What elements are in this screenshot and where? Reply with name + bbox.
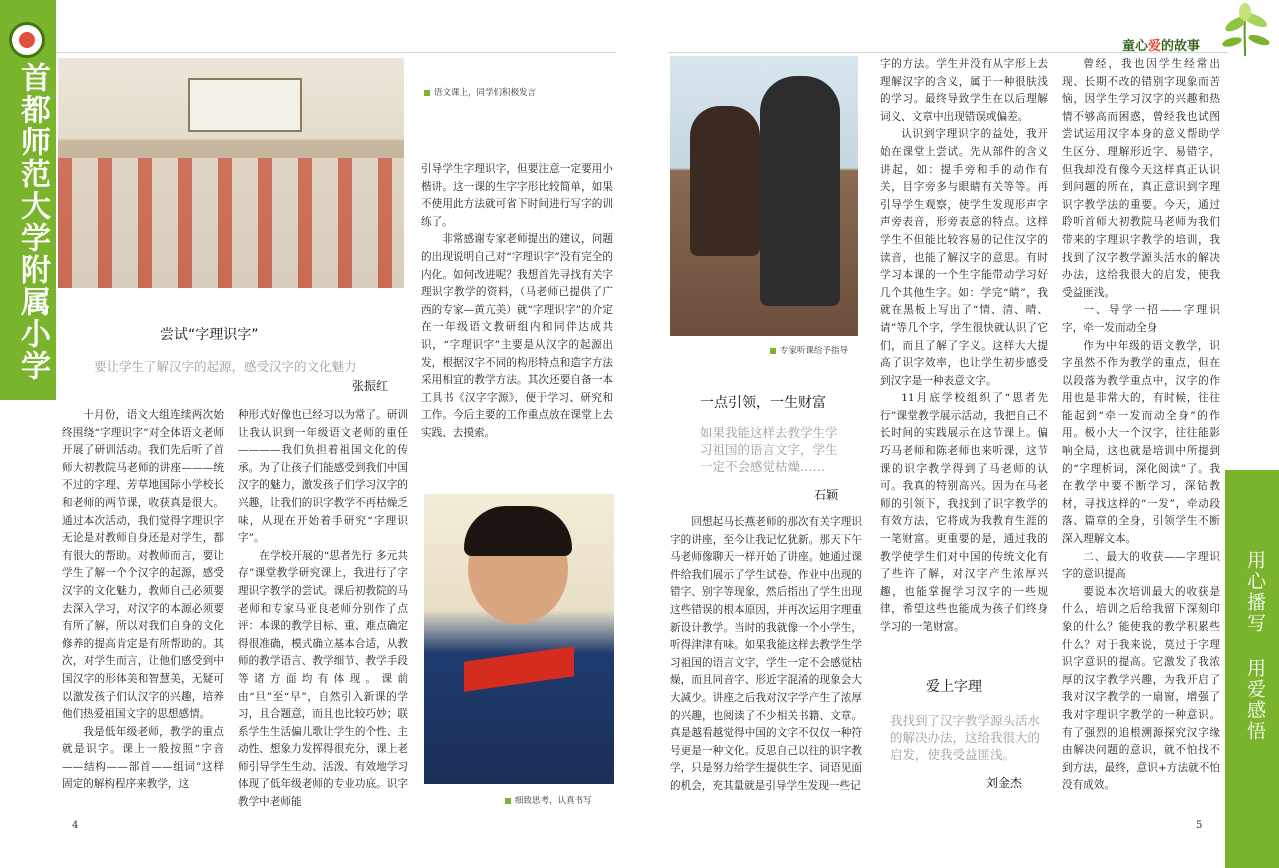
paragraph: 非常感谢专家老师提出的建议，问题的出现说明自己对“字理识字”没有完全的内化。如何改进呢？我想首先寻找有关字理识字教学的资料，（马老师已提供了广西的专家—黄亢美）就“字理识字”的介定在一年级语文教研组内和同伴达成共识，“字理识字”主要是从汉字的起源出发，根据汉字不同的构形特点和造字方法采用相宜的教学方法。其次还要自备一本工具书《汉字字源》，便于学习、研究和工作。今后主要的工作重点放在课堂上去实践、去摸索。 [421,233,613,439]
classroom-photo [58,58,404,288]
header-label-part-c: 的故事 [1161,39,1201,54]
teachers-caption-text: 专家听课给予指导 [780,346,849,356]
caption-square-icon [770,348,776,354]
left-header-rule [56,52,616,53]
article-subtitle: 要让学生了解汉字的起源，感受汉字的文化魅力 [94,359,357,374]
caption-square-icon [424,90,430,96]
article2-title: 爱上字理 [926,679,982,695]
paragraph: 十月份，语文大组连续两次始终围绕“字理识字”对全体语文老师开展了研训活动。我们先后听了首师大初教院马老师的讲座———统不过的字理、芳草地国际小学校长和老师的两节课，收获真是很大。通过本次活动，我们觉得字理识字无论是对教师自身还是对学生，都有很大的帮助。对教师而言，要让学生了解一个个汉字的起源，感受汉字的文化魅力，教师自己必须要去深入学习，对汉字的本源必须要有所了解，所以对我们自身的文化修养的提高肯定是有所帮助的。其次，对学生而言，让他们感受到中国汉字的形体美和智慧美，无疑可以激发孩子们认汉字的兴趣，培养他们热爱祖国文字的思想感情。 [62,409,224,721]
article1-subtitle: 如果我能这样去教学生学习祖国的语言文字，学生一定不会感觉枯燥…… [700,425,838,474]
teachers-listening-photo [670,56,858,336]
boy-caption [505,794,592,806]
left-column-2 [238,407,408,812]
section-header-label [1122,35,1200,54]
left-column-1 [62,407,224,794]
paragraph: 字的方法。学生并没有从字形上去理解汉字的含义，属于一种很肤浅的学习。最终导致学生在以后理解词义、文章中出现错误或偏差。 [880,58,1048,123]
school-logo-icon [9,22,45,58]
right-column-1 [670,514,862,796]
article2-author: 刘金杰 [986,776,1023,790]
paragraph: 作为中年级的语文教学，识字虽然不作为教学的重点，但在以段落为教学重点中，汉字的作用也是非常大的，有时候，往往能起到“牵一发而动全身”的作用。极小大一个汉字，往往能影响全局，这也就是培训中所提到的“字理析词，深化阅读”了。我在教学中要不断学习，深钻教材，寻找这样的“一发”，牵动段落、篇章的全身，引领学生不断深入理解文本。 [1062,339,1220,546]
section-heading: 一、导学一招——字理识字，牵一发而动全身 [1062,304,1220,334]
right-column-2 [880,56,1048,637]
paragraph: 11月底学校组织了“思者先行”课堂教学展示活动，我把自己不长时间的实践展示在这节课上。偏巧马老师和陈老师也来听课，这节课的识字教学得到了马老师的认可。我真的特别高兴。因为在马老师的引领下，我找到了识字教学的有效方法，它将成为我教育生涯的一笔财富。更重要的是，通过我的教学使学生们对中国的传统文化有了些许了解，对汉字产生浓厚兴趣，也能掌握学习汉字的一些规律，希望这些也能成为孩子们终身学习的一笔财富。 [880,392,1048,633]
header-label-part-a: 童心 [1122,39,1149,54]
paragraph: 引导学生字理识字，但要注意一定要用小楷讲。这一课的生字字形比较简单，如果不使用此方法就可省下时间进行写字的训练了。 [421,163,613,228]
classroom-students [58,158,404,288]
paragraph: 曾经，我也因学生经常出现、长期不改的错别字现象而苦恼，因学生学习汉字的兴趣和热情不够高而困惑，曾经我也试图尝试运用汉字本身的意义帮助学生区分、理解形近字、易错字，但我却没有像今天这样真正认识到问题的所在，真正意识到字理识字教学法的重要。今天，通过聆听首师大初教院马老师为我们带来的字理识字教学的培训，我找到了汉字教学源头活水的解决办法，这给我很大的启发，使我受益匪浅。 [1062,58,1220,299]
slogan: 用心播写 用爱感悟 [1244,550,1266,742]
boy-hair [464,506,572,556]
teacher-figure-1 [690,106,760,256]
caption-square-icon [505,798,511,804]
sprout-icon [1214,2,1276,58]
student-writing-photo [424,494,614,784]
paragraph: 种形式好像也已经习以为常了。研训让我认识到一年级语文老师的重任————我们负担着祖国文化的传承。为了让孩子们能感受到我们中国汉字的魅力，激发孩子们学习汉字的兴趣，让我们的识字教学不再枯燥乏味，从现在开始着手研究“字理识字”。 [238,409,408,545]
paragraph: 在学校开展的“思者先行 多元共存”课堂教学研究课上，我进行了字理识字教学的尝试。课后初教院的马老师和专家马亚良老师分别作了点评：本课的教学目标、重、难点确定得很准确，模式确立基本合适，从教师的教学语言、教学细节、教学手段等诸方面均有体现。课前由“旦”至“早”，自然引入新课的学习，且合题意，而且也比较巧妙；联系学生生活偏儿歌让学生的个性、主动性、想象力发挥得很充分，课上老师引导学生生动、活泼、有效地学习体现了低年级老师的专业功底。识字教学中老师能 [238,549,408,809]
article1-author: 石颖 [814,488,839,502]
paragraph: 我是低年级老师，教学的重点就是识字。课上一般按照“字音——结构——部首——组词”这样固定的解构程序来教学，这 [62,725,224,791]
classroom-caption-text: 语文课上，同学们积极发言 [434,88,537,98]
paragraph: 要说本次培训最大的收获是什么，培训之后给我留下深刻印象的什么？能使我的教学积累些什么？对于我来说，莫过于字理识字意识的提高。它激发了我浓厚的汉字教学兴趣，为我开启了我对汉字教学的一扇窗，增强了我对字理识字教学的一种意识。有了强烈的追根溯源探究汉字缘由解决问题的意识，就不怕找不到方法，最终，意识+方法就不怕没有成效。 [1062,585,1220,792]
classroom-caption [424,86,536,98]
section-heading: 二、最大的收获——字理识字的意识提高 [1062,550,1220,581]
teacher-figure-2 [760,76,840,306]
paragraph: 认识到字理识字的益处，我开始在课堂上尝试。先从部件的含义讲起，如：提手旁和手的动作有关，目字旁多与眼睛有关等等。再引导学生观察，使学生发现形声字声旁表音，形旁表意的特点。这样学生不但能比较容易的记住汉字的读音，也能了解汉字的意思。有时学习本课的一个生字能带动学习好几个其他生字。如：学完“睛”，我就在黑板上写出了“情、清、晴、请”等几个字，学生很快就认识了它们，而且了解了字义。这样大大提高了识字效率，也让学生初步感受到汉字是一种表意文字。 [880,128,1048,387]
teachers-caption [770,344,848,356]
article-author: 张振红 [352,379,389,393]
left-column-3 [421,161,613,443]
article1-title: 一点引领，一生财富 [700,395,826,411]
right-column-3 [1062,56,1220,795]
page-number-right: 5 [1196,820,1203,831]
page-number-left: 4 [72,820,79,831]
header-label-part-b: 爱 [1148,39,1162,54]
article2-subtitle: 我找到了汉字教学源头活水的解决办法，这给我很大的启发，使我受益匪浅。 [890,713,1041,762]
paragraph: 回想起马长燕老师的那次有关字理识字的讲座，至今让我记忆犹新。那天下午马老师像聊天一样开始了讲座。她通过课件给我们展示了学生试卷、作业中出现的错字、别字等现象，然后指出了学生出现这些错误的根本原因，并再次运用字理重新设计教学。当时的我就像一个小学生，听得津津有味。如果我能这样去教学生学习祖国的语言文字，学生一定不会感觉枯燥，而且同音字、形近字混淆的现象会大大减少。讲座之后我对汉字学产生了浓厚的兴趣，也阅读了不少相关书籍、文章。真是越看越觉得中国的文字不仅仅一种符号更是一种文化。反思自己以往的识字教学，只是努力给学生提供生字、词语见面的机会，充其量就是引导学生发现一些记 [670,516,862,792]
red-scarf [464,646,574,691]
boy-caption-text: 细致思考，认真书写 [515,796,592,806]
article-title: 尝试“字理识字” [160,327,259,343]
classroom-blackboard [188,78,302,132]
school-name: 首都师范大学附属小学 [15,62,50,382]
